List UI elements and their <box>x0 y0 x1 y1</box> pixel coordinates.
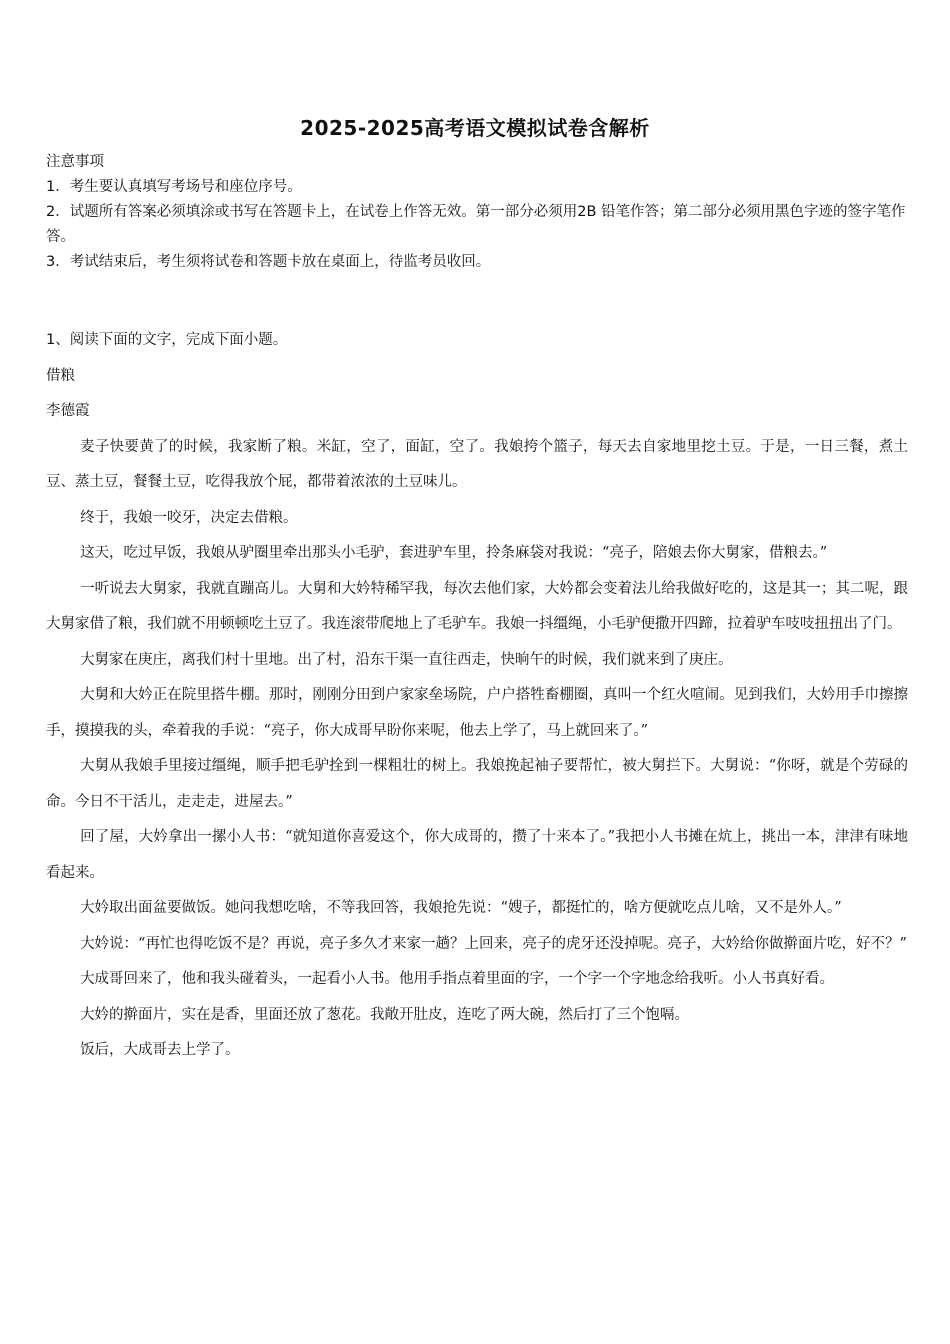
notice-section <box>46 150 908 275</box>
story-author: 李德霞 <box>46 403 90 419</box>
question-prompt: 1、阅读下面的文字，完成下面小题。 <box>46 332 288 348</box>
story-paragraph: 终于，我娘一咬牙，决定去借粮。 <box>80 509 298 526</box>
notice-heading: 注意事项 <box>46 154 104 170</box>
story-paragraph: 大妗说：“再忙也得吃饭不是？再说，亮子多久才来家一趟？上回来，亮子的虎牙还没掉呢。亮子，大妗给你做擀面片吃，好不？” <box>80 935 907 952</box>
document-title: 2025-2025高考语文模拟试卷含解析 <box>300 116 650 140</box>
notice-item: 1．考生要认真填写考场号和座位序号。 <box>46 179 302 195</box>
story-paragraph: 大舅从我娘手里接过缰绳，顺手把毛驴拴到一棵粗壮的树上。我娘挽起袖子要帮忙，被大舅拦下。大舅说：“你呀，就是个劳碌的命。今日不干活儿，走走走，进屋去。” <box>46 758 908 810</box>
notice-item: 3．考试结束后，考生须将试卷和答题卡放在桌面上，待监考员收回。 <box>46 254 491 270</box>
story-paragraph: 麦子快要黄了的时候，我家断了粮。米缸，空了，面缸，空了。我娘挎个篮子，每天去自家地里挖土豆。于是，一日三餐，煮土豆、蒸土豆，餐餐土豆，吃得我放个屁，都带着浓浓的土豆味儿。 <box>46 438 908 490</box>
notice-item: 2．试题所有答案必须填涂或书写在答题卡上，在试卷上作答无效。第一部分必须用2B 铅笔作答；第二部分必须用黑色字迹的签字笔作答。 <box>46 204 906 245</box>
story-paragraph: 大舅家在庚庄，离我们村十里地。出了村，沿东干渠一直往西走，快晌午的时候，我们就来到了庚庄。 <box>80 651 733 668</box>
reading-section <box>46 323 908 1069</box>
story-paragraph: 饭后，大成哥去上学了。 <box>80 1042 240 1058</box>
story-title: 借粮 <box>46 367 75 384</box>
story-paragraph: 大妗取出面盆要做饭。她问我想吃啥，不等我回答，我娘抢先说：“嫂子，都挺忙的，啥方便就吃点儿啥，又不是外人。” <box>80 900 842 916</box>
story-paragraph: 大妗的擀面片，实在是香，里面还放了葱花。我敞开肚皮，连吃了两大碗，然后打了三个饱嗝。 <box>80 1006 690 1023</box>
story-paragraph: 大成哥回来了，他和我头碰着头，一起看小人书。他用手指点着里面的字，一个字一个字地念给我听。小人书真好看。 <box>80 971 835 987</box>
story-paragraph: 大舅和大妗正在院里搭牛棚。那时，刚刚分田到户家家垒场院，户户搭牲畜棚圈，真叫一个红火喧闹。见到我们，大妗用手巾擦擦手，摸摸我的头，牵着我的手说：“亮子，你大成哥早盼你来呢，他去上学了，马上就回来了。” <box>46 687 908 739</box>
story-paragraph: 回了屋，大妗拿出一摞小人书：“就知道你喜爱这个，你大成哥的，攒了十来本了。”我把小人书摊在炕上，挑出一本，津津有味地看起来。 <box>46 829 908 881</box>
story-paragraph: 这天，吃过早饭，我娘从驴圈里牵出那头小毛驴，套进驴车里，拎条麻袋对我说：“亮子，陪娘去你大舅家，借粮去。” <box>80 545 828 561</box>
story-paragraph: 一听说去大舅家，我就直蹦高儿。大舅和大妗特稀罕我，每次去他们家，大妗都会变着法儿给我做好吃的，这是其一；其二呢，跟大舅家借了粮，我们就不用顿顿吃土豆了。我连滚带爬地上了毛驴车。我娘一抖缰绳，小毛驴便撒开四蹄，拉着驴车吱吱扭扭出了门。 <box>46 580 908 632</box>
